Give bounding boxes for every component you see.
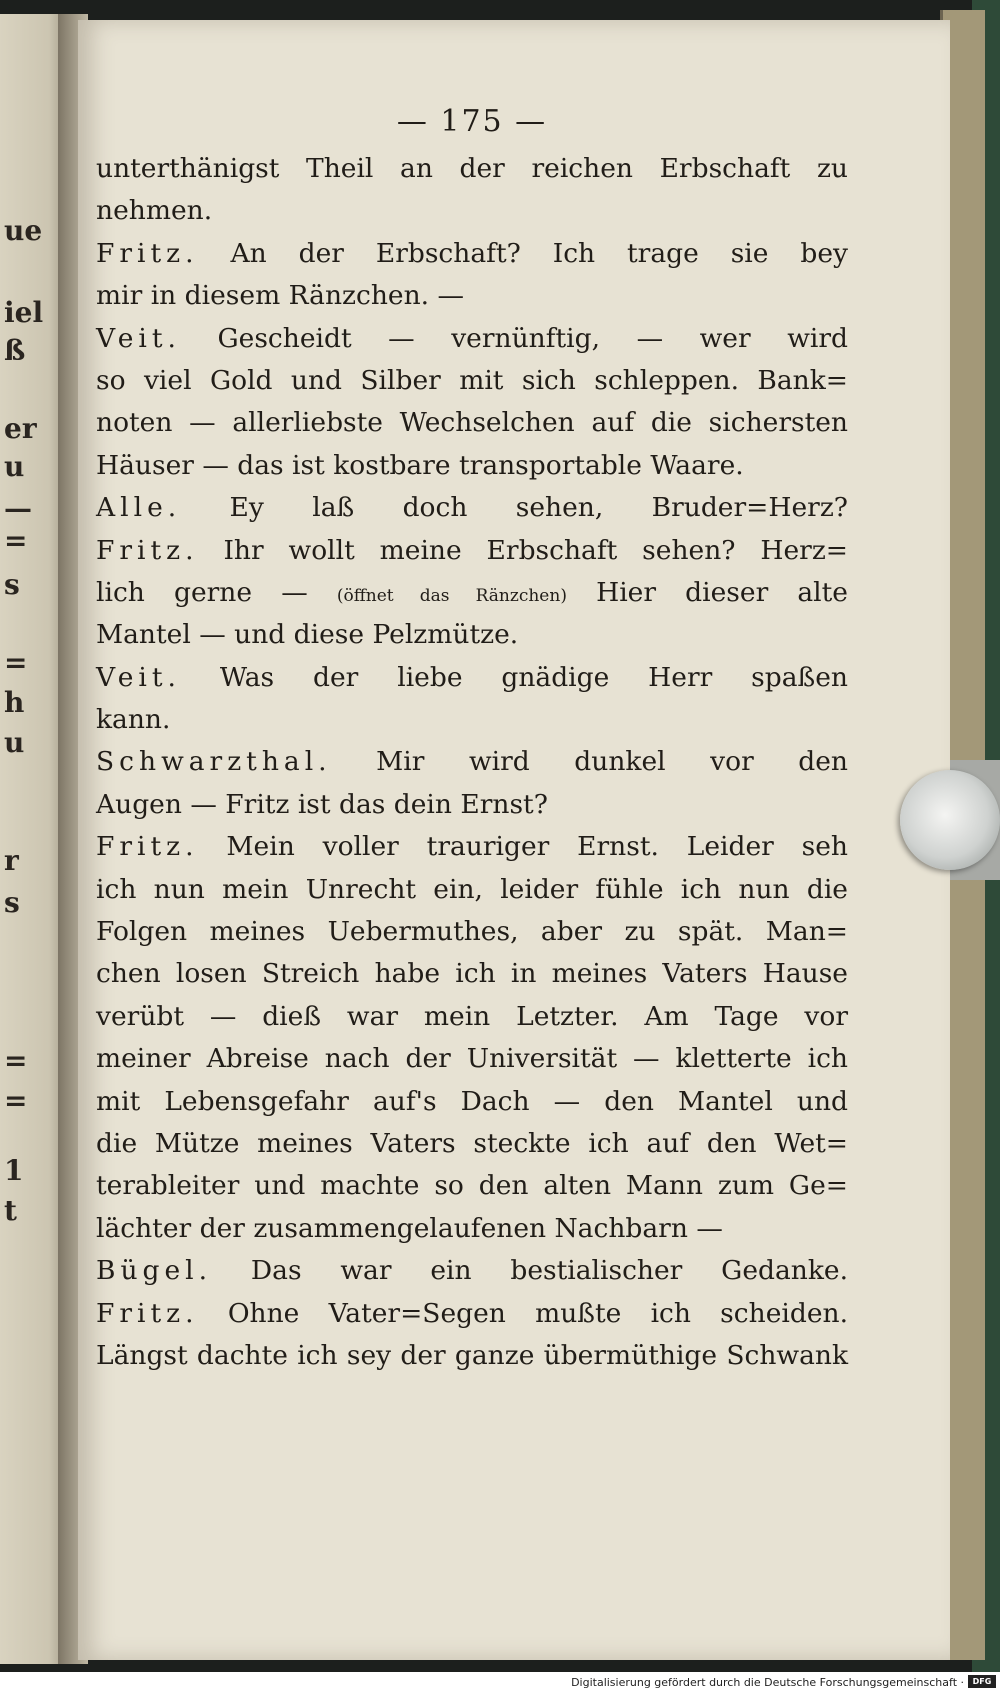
facing-page-text: ue [4, 214, 43, 247]
text-line [96, 996, 848, 1038]
text-line [96, 869, 848, 911]
book-page [78, 20, 950, 1660]
text-line [96, 1335, 848, 1377]
facing-page-text: u [4, 726, 25, 759]
line-text: chen losen Streich habe ich in meines Vaters Hause [96, 958, 848, 990]
text-line [96, 614, 848, 656]
facing-page-text: ß [4, 334, 26, 367]
text-line [96, 1293, 848, 1335]
dfg-credit: Digitalisierung gefördert durch die Deutsche Forschungsgemeinschaft · [571, 1676, 964, 1689]
text-line [96, 826, 848, 868]
text-line [96, 275, 848, 317]
facing-page-text: = [4, 1084, 28, 1117]
line-text: noten — allerliebste Wechselchen auf die sichersten [96, 407, 848, 439]
text-line [96, 1038, 848, 1080]
text-line [96, 445, 848, 487]
facing-page-text: s [4, 568, 20, 601]
page-clip [900, 770, 1000, 870]
line-text: Ihr wollt meine Erbschaft sehen? Herz= [198, 534, 848, 566]
text-line [96, 953, 848, 995]
speaker-name: Veit. [96, 322, 181, 354]
text-line [96, 190, 848, 232]
facing-page-text: = [4, 646, 28, 679]
line-text: lich gerne — [96, 576, 337, 608]
line-text: Ohne Vater=Segen mußte ich scheiden. [198, 1297, 848, 1329]
text-line [96, 402, 848, 444]
line-text: so viel Gold und Silber mit sich schleppen. Bank= [96, 364, 848, 396]
line-text: meiner Abreise nach der Universität — kletterte ich [96, 1043, 848, 1075]
speaker-name: Fritz. [96, 831, 199, 863]
text-line [96, 1165, 848, 1207]
text-line [96, 148, 848, 190]
facing-page-text: t [4, 1194, 17, 1227]
text-line [96, 1123, 848, 1165]
facing-page-text: r [4, 844, 19, 877]
text-line [96, 1250, 848, 1292]
dfg-logo: DFG [968, 1675, 996, 1688]
text-line [96, 530, 848, 572]
speaker-name: Fritz. [96, 237, 199, 269]
line-text: Gescheidt — vernünftig, — wer wird [180, 322, 848, 354]
line-text: unterthänigst Theil an der reichen Erbschaft zu [96, 153, 848, 184]
line-text: Augen — Fritz ist das dein Ernst? [96, 788, 548, 820]
footer-bar [0, 1672, 1000, 1690]
speaker-name: Fritz. [96, 1297, 199, 1329]
stage-direction: (öffnet das Ränzchen) [336, 585, 567, 606]
facing-page-text: = [4, 524, 28, 557]
facing-page-text: u [4, 450, 25, 483]
line-text: lächter der zusammengelaufenen Nachbarn — [96, 1212, 723, 1244]
line-text: Das war ein bestialischer Gedanke. [212, 1255, 848, 1287]
text-line [96, 1208, 848, 1250]
text-line [96, 657, 848, 699]
text-line [96, 318, 848, 360]
line-text: Ey laß doch sehen, Bruder=Herz? [181, 492, 848, 524]
line-text: kann. [96, 704, 171, 736]
facing-page-text: h [4, 686, 25, 719]
page-text [96, 100, 848, 1377]
speaker-name: Alle. [96, 492, 182, 524]
facing-page-text: er [4, 412, 37, 445]
text-line [96, 572, 848, 614]
text-line [96, 741, 848, 783]
page-number: — 175 — [396, 104, 548, 139]
speaker-name: Schwarzthal. [96, 746, 332, 778]
line-text: mir in diesem Ränzchen. — [96, 280, 465, 312]
text-line [96, 360, 848, 402]
facing-page-text: s [4, 886, 20, 919]
text-line [96, 487, 848, 529]
line-text: Mein voller trauriger Ernst. Leider seh [198, 831, 848, 863]
facing-page-text: iel [4, 296, 44, 329]
facing-page-text: — [4, 492, 32, 525]
line-text: nehmen. [96, 195, 213, 227]
text-line [96, 1081, 848, 1123]
line-text: Folgen meines Uebermuthes, aber zu spät. Man= [96, 916, 848, 948]
speaker-name: Fritz. [96, 534, 199, 566]
line-text: verübt — dieß war mein Letzter. Am Tage vor [96, 1000, 848, 1032]
line-text: Hier dieser alte [566, 576, 848, 608]
facing-page-text: 1 [4, 1154, 24, 1187]
line-text: terableiter und machte so den alten Mann zum Ge= [96, 1170, 848, 1202]
facing-page-text: = [4, 1044, 28, 1077]
line-text: An der Erbschaft? Ich trage sie bey [198, 237, 848, 269]
line-text: ich nun mein Unrecht ein, leider fühle ich nun die [96, 873, 848, 905]
text-line [96, 233, 848, 275]
text-line [96, 784, 848, 826]
line-text: Mantel — und diese Pelzmütze. [96, 619, 519, 651]
line-text: Häuser — das ist kostbare transportable Waare. [96, 449, 744, 481]
speaker-name: Bügel. [96, 1255, 213, 1287]
text-line [96, 911, 848, 953]
line-text: mit Lebensgefahr auf's Dach — den Mantel und [96, 1085, 848, 1117]
line-text: die Mütze meines Vaters steckte ich auf den Wet= [96, 1127, 848, 1159]
line-text: Was der liebe gnädige Herr spaßen [180, 661, 848, 693]
text-line [96, 699, 848, 741]
text-lines [96, 148, 848, 1377]
speaker-name: Veit. [96, 661, 181, 693]
line-text: Mir wird dunkel vor den [331, 746, 848, 778]
line-text: Längst dachte ich sey der ganze übermüthige Schwank [96, 1339, 848, 1371]
